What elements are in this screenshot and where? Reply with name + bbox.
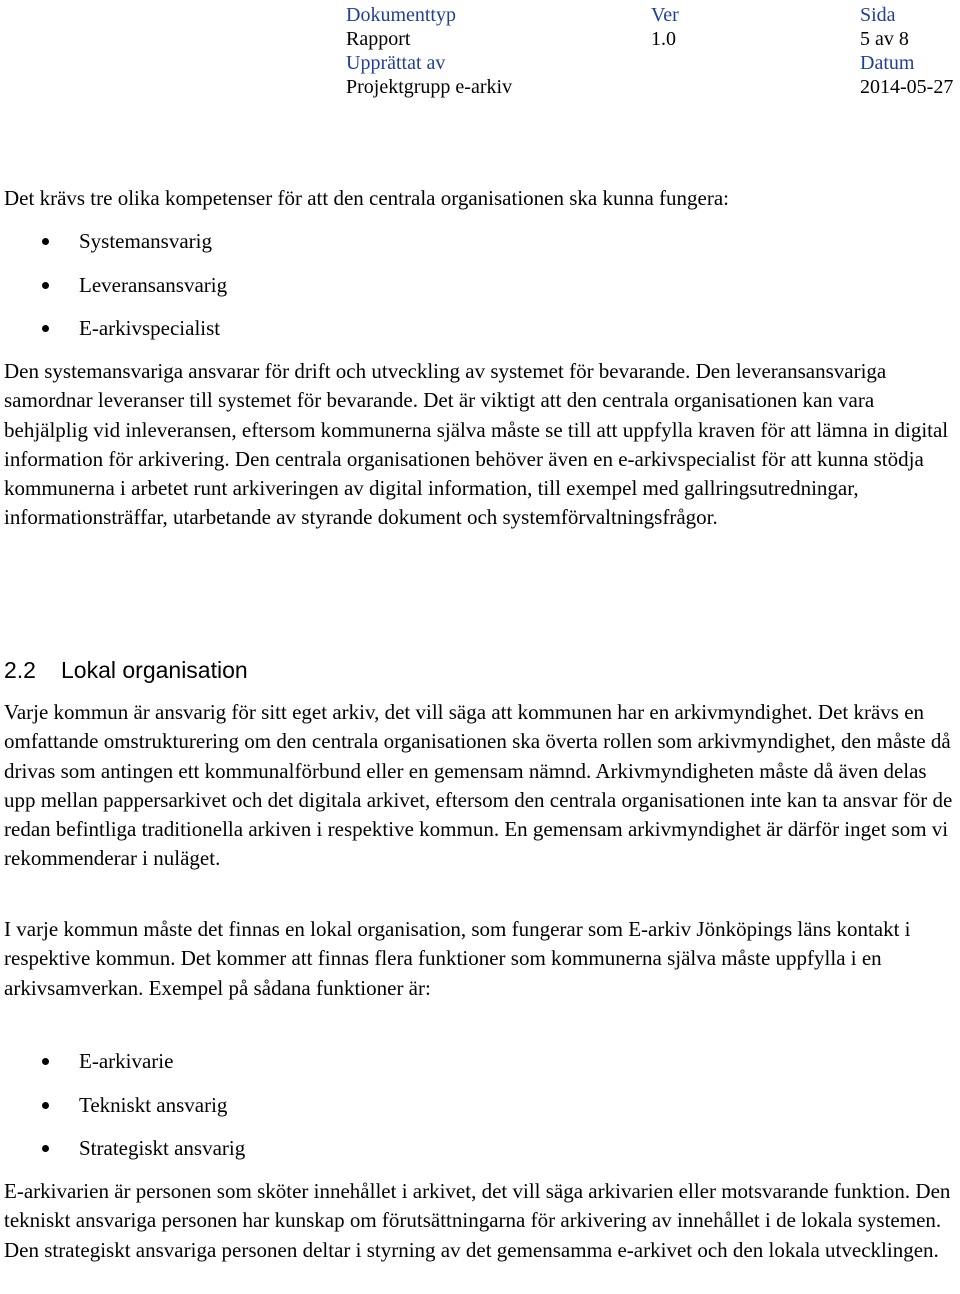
version-value: 1.0 — [651, 28, 676, 50]
list-item: E-arkivarie — [0, 1040, 952, 1084]
functions-list — [0, 1040, 952, 1171]
bullet-icon — [42, 238, 49, 245]
author-label: Upprättat av — [346, 52, 446, 74]
intro-text: Det krävs tre olika kompetenser för att den centrala organisationen ska kunna fungera: — [4, 186, 730, 210]
local-paragraph-2: I varje kommun måste det finnas en lokal organisation, som fungerar som E-arkiv Jönköpings läns kontakt i respektive kommun. Det kommer att finnas flera funktioner som kommunerna själva måste uppfylla i en arkivsamverkan. Exempel på sådana funktioner är: — [4, 917, 911, 1000]
local-paragraph-3: E-arkivarien är personen som sköter innehållet i arkivet, det vill säga arkivarien eller motsvarande funktion. Den tekniskt ansvariga personen har kunskap om förutsättningarna för arkivering av innehållet i de lokala systemen. Den strategiskt ansvariga personen deltar i styrning av det gemensamma e-arkivet och den lokala utvecklingen. — [4, 1179, 951, 1262]
bullet-icon — [42, 325, 49, 332]
bullet-icon — [42, 1058, 49, 1065]
section-heading — [4, 655, 248, 685]
list-item: Systemansvarig — [0, 220, 952, 264]
central-paragraph: Den systemansvariga ansvarar för drift och utveckling av systemet för bevarande. Den leveransansvariga samordnar leveranser till systemet för bevarande. Det är viktigt att den centrala organisationen kan vara behjälplig vid inleveransen, eftersom kommunerna själva måste se till att uppfylla kraven för att lämna in digital information för arkivering. Den centrala organisationen behöver även en e-arkivspecialist för att kunna stödja kommunerna i arbetet runt arkiveringen av digital information, till exempel med gallringsutredningar, informationsträffar, utarbetande av styrande dokument och systemförvaltningsfrågor. — [4, 359, 949, 530]
section-title: Lokal organisation — [61, 657, 248, 683]
list-item: E-arkivspecialist — [0, 307, 952, 351]
competences-list — [0, 220, 952, 351]
bullet-icon — [42, 1145, 49, 1152]
section-number: 2.2 — [4, 657, 36, 683]
bullet-icon — [42, 1102, 49, 1109]
page-value: 5 av 8 — [860, 28, 909, 50]
date-label: Datum — [860, 52, 915, 74]
local-paragraph-1: Varje kommun är ansvarig för sitt eget arkiv, det vill säga att kommunen har en arkivmyndighet. Det krävs en omfattande omstrukturering om den centrala organisationen ska överta rollen som arkivmyndighet, den måste då drivas som antingen ett kommunalförbund eller en gemensam nämnd. Arkivmyndigheten måste då även delas upp mellan pappersarkivet och det digitala arkivet, eftersom den centrala organisationen inte kan ta ansvar för de redan befintliga traditionella arkiven i respektive kommun. En gemensam arkivmyndighet är därför inget som vi rekommenderar i nuläget. — [4, 700, 953, 871]
doc-type-label: Dokumenttyp — [346, 4, 456, 26]
bullet-icon — [42, 282, 49, 289]
list-item: Strategiskt ansvarig — [0, 1127, 952, 1171]
page-label: Sida — [860, 4, 896, 26]
list-item: Leveransansvarig — [0, 264, 952, 308]
doc-type-value: Rapport — [346, 28, 411, 50]
author-value: Projektgrupp e-arkiv — [346, 76, 513, 98]
list-item: Tekniskt ansvarig — [0, 1084, 952, 1128]
version-label: Ver — [651, 4, 679, 26]
date-value: 2014-05-27 — [860, 76, 954, 98]
